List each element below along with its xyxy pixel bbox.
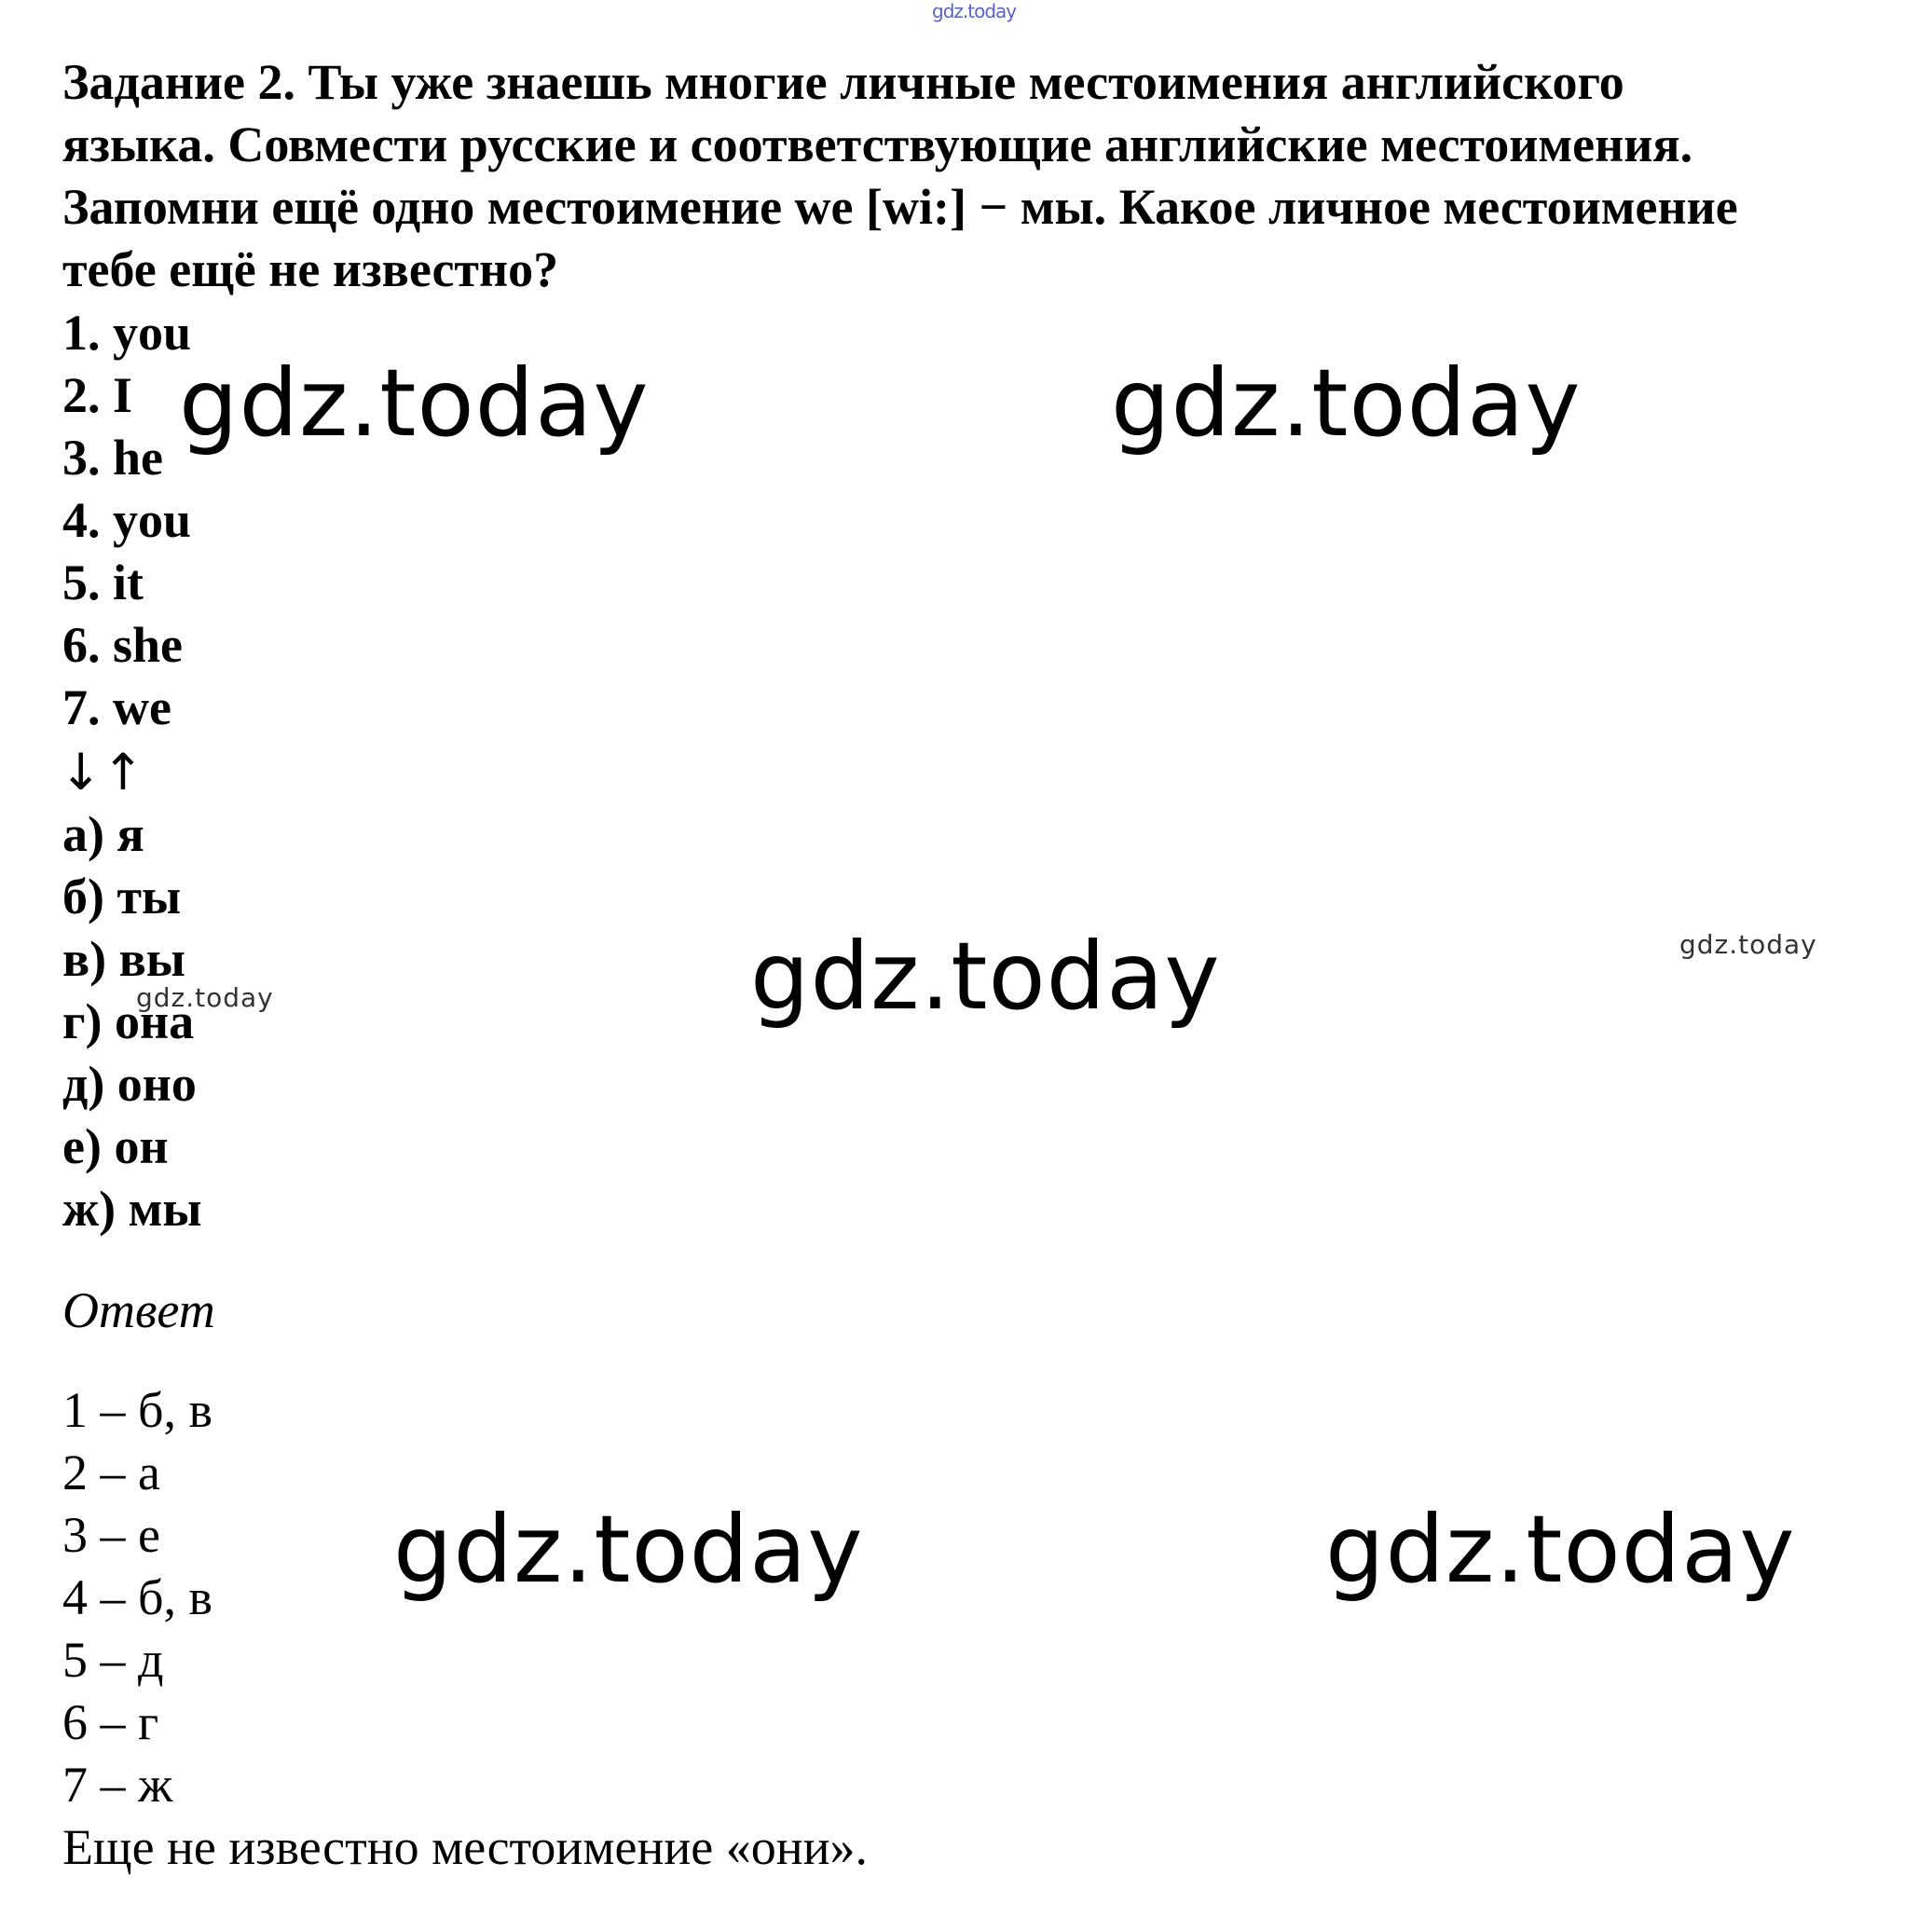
english-pronoun-item: 3. he (62, 430, 163, 486)
english-pronoun-item: 4. you (62, 492, 192, 548)
answer-list (62, 1379, 868, 1879)
watermark: gdz.today (179, 349, 650, 458)
russian-pronoun-item: д) оно (62, 1056, 197, 1112)
answer-heading: Ответ (62, 1282, 215, 1338)
answer-pair: 3 – е (62, 1507, 160, 1563)
russian-pronoun-list (62, 803, 202, 1240)
task-line: Задание 2. Ты уже знаешь многие личные местоимения английского (62, 54, 1624, 110)
english-pronoun-item: 5. it (62, 555, 144, 610)
answer-pair: 7 – ж (62, 1757, 173, 1813)
answer-pair: 6 – г (62, 1694, 159, 1750)
russian-pronoun-item: г) она (62, 993, 195, 1049)
watermark: gdz.today (1679, 929, 1817, 960)
task-statement (62, 51, 1889, 301)
english-pronoun-item: 1. you (62, 305, 192, 361)
answer-pair: 2 – а (62, 1445, 160, 1500)
arrows-down-up-icon: ↓↑ (60, 743, 144, 801)
answer-pair: 4 – б, в (62, 1569, 212, 1625)
english-pronoun-item: 7. we (62, 679, 171, 735)
watermark: gdz.today (1111, 349, 1582, 458)
answer-pair: 1 – б, в (62, 1382, 212, 1438)
english-pronoun-item: 2. I (62, 367, 133, 423)
watermark: gdz.today (393, 1495, 864, 1604)
russian-pronoun-item: ж) мы (62, 1181, 202, 1237)
task-line: языка. Совмести русские и соответствующие английские местоимения. (62, 116, 1693, 172)
watermark: gdz.today (136, 982, 274, 1013)
top-watermark: gdz.today (932, 0, 1017, 22)
task-line: тебе ещё не известно? (62, 241, 559, 297)
russian-pronoun-item: е) он (62, 1118, 169, 1174)
russian-pronoun-item: в) вы (62, 931, 185, 987)
russian-pronoun-item: б) ты (62, 869, 182, 924)
watermark: gdz.today (1325, 1495, 1796, 1604)
russian-pronoun-item: а) я (62, 806, 144, 862)
answer-pair: 5 – д (62, 1632, 164, 1688)
task-line: Запомни ещё одно местоимение we [wi:] − мы. Какое личное местоимение (62, 179, 1738, 235)
watermark: gdz.today (750, 922, 1221, 1031)
english-pronoun-list (62, 302, 191, 739)
english-pronoun-item: 6. she (62, 617, 184, 673)
answer-conclusion: Еще не известно местоимение «они». (62, 1819, 869, 1875)
